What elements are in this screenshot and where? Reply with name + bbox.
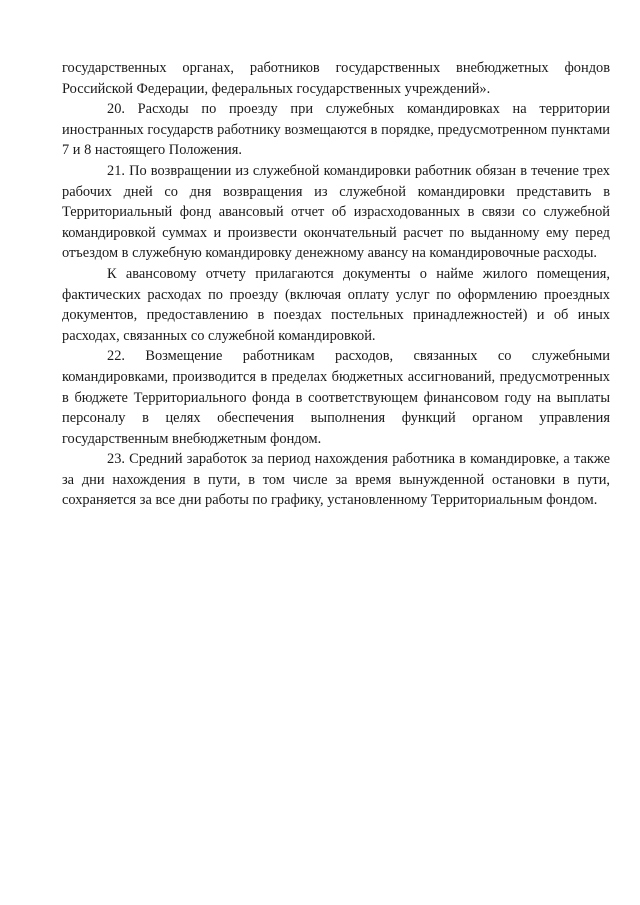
paragraph-21-attachments: К авансовому отчету прилагаются документы о найме жилого помещения, фактических расходах по проезду (включая оплату услуг по оформлению проездных документов, предоставлению в поездах постельных принадлежностей) и об иных расходах, связанных со служебной командировкой. xyxy=(62,265,610,344)
paragraph-20: 20. Расходы по проезду при служебных командировках на территории иностранных государств работнику возмещаются в порядке, предусмотренном пунктами 7 и 8 настоящего Положения. xyxy=(62,101,610,159)
paragraph-22: 22. Возмещение работникам расходов, связанных со служебными командировками, производится в пределах бюджетных ассигнований, предусмотренных в бюджете Территориального фонда в соответствующем финансовом году на выплаты персоналу в целях обеспечения выполнения функций органом управления государственным внебюджетным фондом. xyxy=(62,348,610,447)
paragraph-23: 23. Средний заработок за период нахождения работника в командировке, а также за дни нахождения в пути, в том числе за время вынужденной остановки в пути, сохраняется за все дни работы по графику, установленному Территориальным фондом. xyxy=(62,451,610,509)
paragraph-continuation: государственных органах, работников государственных внебюджетных фондов Российской Федерации, федеральных государственных учреждений». xyxy=(62,60,610,97)
paragraph-21: 21. По возвращении из служебной командировки работник обязан в течение трех рабочих дней со дня возвращения из служебной командировки представить в Территориальный фонд авансовый отчет об израсходованных в связи со служебной командировкой суммах и произвести окончательный расчет по выданному ему перед отъездом в служебную командировку денежному авансу на командировочные расходы. xyxy=(62,162,610,262)
document-page xyxy=(62,58,610,511)
